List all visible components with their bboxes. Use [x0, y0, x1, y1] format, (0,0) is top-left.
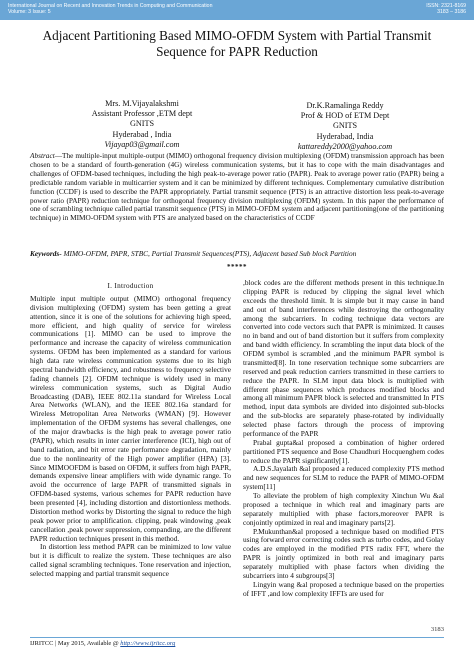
author-name: Mrs. M.Vijayalakshmi	[105, 99, 179, 108]
author-role: Prof & HOD of ETM Dept	[300, 111, 390, 121]
abstract-text: —The multiple-input multiple-output (MIMO) orthogonal frequency division multiplexing (OFDM) transmission approach has been chosen to be a standard of fourth-generation (4G) wireless communication systems, but it has to cope with the main disadvantages and challenges of OFDM-based techniques, including the high peak-to-average power ratio (PAPR). Peak to average power ratio (PAPR) being a predictable random variable in multicarrier system and it can be minimized by different techniques. Complementary cumulative distribution function (CCDF) is used to describe the PAPR appropriately. Partial transmit sequence (PTS) is an attractive distortion less peak-to-average power ratio (PAPR) reduction technique for orthogonal frequency division multiplexing (OFDM) system. In this paper the performance of one of scrambling technique called partial transmit sequence (PTS) in MIMO-OFDM system and adjacent partitioning(one of the partitioning technique) in MIMO-OFDM system with PTS are analyzed based on the characteristics of CCDF	[30, 151, 444, 223]
journal-header-left	[8, 3, 212, 15]
right-column	[243, 279, 444, 599]
paragraph: A.D.S.Jayalath &al proposed a reduced complexity PTS method and new sequences for SLM to reduce the PAPR of MIMO-OFDM system[11]	[243, 464, 444, 492]
section-heading: I. Introduction	[107, 282, 154, 290]
paragraph: In distortion less method PAPR can be minimized to low value but it is difficult to realize the system. These techniques are also called signal scrambling techniques. Tone reservation and injection, selected mapping and partial transmit sequence	[30, 542, 231, 578]
paragraph: ,block codes are the different methods present in this technique.In clipping PAPR is reduced by clipping the signal level which exceeds the threshold limit. It is simple but it may cause in band and out of band interferences while destroying the orthogonality among the subcarriers. In coding technique data vectors are converted into code vectors such that PAPR is minimized. It causes no in band and out of band distortion but it suffers from complexity and band width efficiency. In scrambling the input data block of the OFDM symbol is scrambled ,and the minimum PAPR symbol is transmitted[8]. In tone reservation technique some subcarriers are reserved and peak reduction carriers transmitted in these carriers to reduce the PAPR. In SLM input data block is multiplied with different phase sequences which produces modified blocks and among all minimum PAPR block is selected and transmitted In PTS method, input data symbols are divided into disjointed sub-blocks and the sub-blocks are separately phase-rotated by individually selected phase factors through the process of improving performance of the PAPR	[243, 278, 444, 438]
footer-link[interactable]: http://www.ijritcc.org	[120, 640, 176, 647]
journal-header-right	[426, 3, 466, 15]
journal-header-bar	[0, 0, 474, 20]
paragraph: Prabal gupta&al proposed a combination of higher ordered partitioned PTS sequence and Bose Chaudhuri Hocquenghem codes to reduce the PAPR significantly[1].	[243, 437, 444, 465]
page-number: 3183	[430, 626, 444, 633]
paragraph: To alleviate the problem of high complexity Xinchun Wu &al proposed a technique in which real and imaginary parts are separately multiplied with phase factors,moreover PAPR is conjointly optimized in real and imaginary parts[2].	[243, 491, 444, 527]
author-org: GNITS	[332, 121, 358, 131]
journal-issn: ISSN: 2321-8169	[426, 3, 466, 9]
paragraph: Multiple input multiple output (MIMO) orthogonal frequency division multiplexing (OFDM) system has been getting a great attention, since it is one of the solutions for achieving high speed, more efficient, and high quality of service for wireless communications [1]. MIMO can be used to improve the performance and increase the capacity of wireless communication systems. OFDM has been implemented as a standard for various high data rate wireless communication systems due to its high spectral bandwidth efficiency, and robustness to frequency selective fading channels [2]. OFDM technique is widely used in many wireless communication systems, such as Digital Audio Broadcasting (DAB), IEEE 802.11a standard for Wireless Local Area Networks (WLAN), and the IEEE 802.16a standard for Wireless Metropolitan Area Networks (WMAN) [9]. However implementation of the OFDM systems has several challenges, one of the major drawbacks is the high peak to average power ratio (PAPR), which results in inter carrier interference (ICI), high out of band radiation, and bit error rate performance degradation, mainly due to the nonlinearity of the High power amplifier (HPA) [3]. Since MIMOOFDM is based on OFDM, it suffers from high PAPR, demands expensive linear amplifiers with wide dynamic range. To avoid the occurrence of large PAPR of transmitted signals in OFDM-based systems, various schemes for PAPR reduction have been presented [4], including distortion and distortionless methods. Distortion method works by Distorting the signal to reduce the high peak power prior to amplification. clipping, peak windowing ,peak cancellation ,peak power suppression, companding, are the different PAPR reduction techniques present in this method.	[30, 293, 231, 543]
author-email: Vijayap03@gmail.com	[104, 139, 180, 149]
author-block-2	[270, 101, 420, 152]
paragraph: P.Mukunthan&al proposed a technique based on modified PTS using forward error correcting codes such as turbo codes, and Golay codes are employed in the modified PTS radix FFT, where the PAPR is jointly optimized in both real and imaginary parts separately multiplied with phase factors when dividing the subcarriers into 4 subgroups[3]	[243, 526, 444, 580]
section-separator: *****	[227, 263, 247, 271]
journal-volume: Volume: 3 Issue: 5	[8, 9, 51, 16]
author-city: Hyderabad , India	[112, 129, 172, 139]
paper-title: Adjacent Partitioning Based MIMO-OFDM System with Partial Transmit Sequence for PAPR Reduction	[42, 28, 432, 59]
author-city: Hyderabad, India	[316, 131, 374, 141]
keywords	[30, 250, 444, 259]
author-role: Assistant Professor ,ETM dept	[91, 109, 193, 119]
journal-pages: 3183 – 3186	[437, 9, 466, 16]
footer-rule	[30, 637, 444, 638]
journal-name: International Journal on Recent and Innovation Trends in Computing and Communication	[8, 3, 213, 9]
abstract-label: Abstract	[30, 151, 55, 160]
author-block-1	[62, 99, 222, 150]
author-email: kattareddy2000@yahoo.com	[297, 141, 393, 151]
keywords-text: MIMO-OFDM, PAPR, STBC, Partial Transmit Sequences(PTS), Adjacent based Sub block Partition	[61, 249, 357, 258]
abstract	[30, 152, 444, 223]
footer	[30, 640, 175, 647]
author-name: Dr.K.Ramalinga Reddy	[306, 101, 384, 110]
author-org: GNITS	[129, 119, 155, 129]
left-column	[30, 282, 231, 579]
paragraph: Lingyin wang &al proposed a technique based on the properties of IFFT ,and low complexity IFFTs are used for	[243, 579, 444, 598]
footer-text: IJRITCC | May 2015, Available @	[30, 640, 121, 647]
keywords-label: Keywords-	[30, 249, 62, 258]
